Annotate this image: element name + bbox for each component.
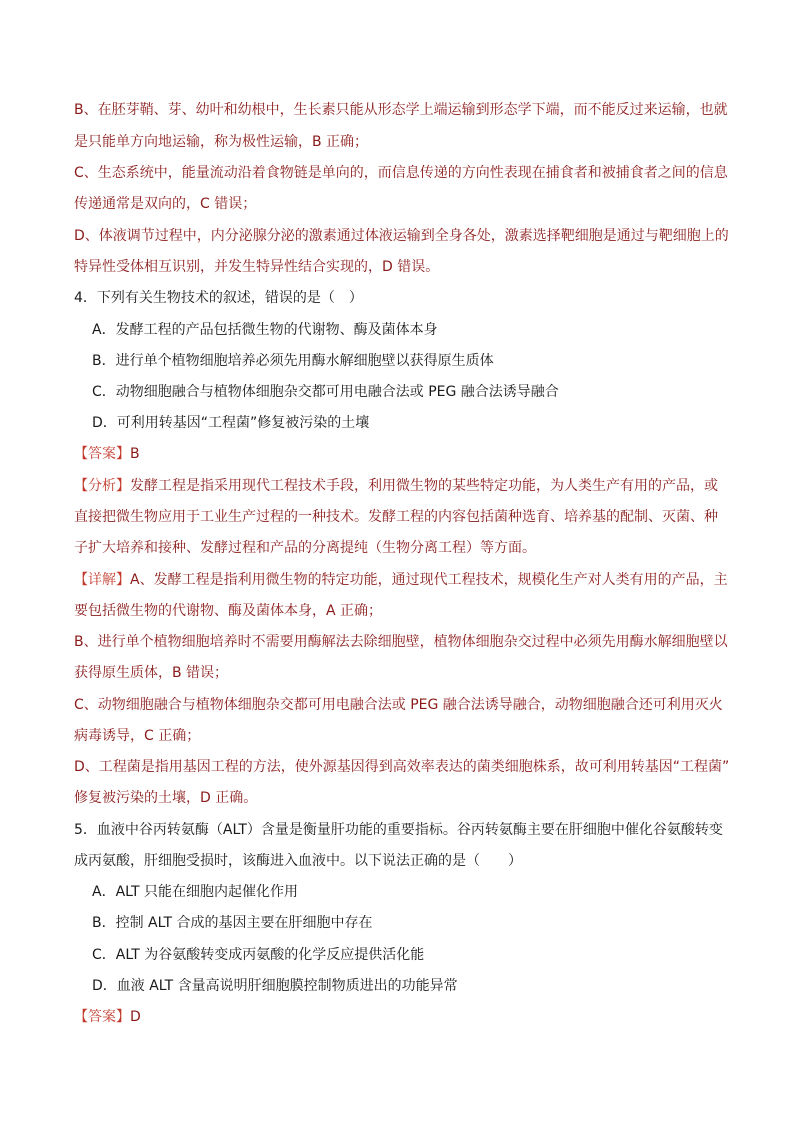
explanation-b-line2: 是只能单方向地运输，称为极性运输，B 正确；: [74, 134, 369, 150]
analysis-tag: 【分析】: [74, 478, 130, 494]
question-4-stem: 4．下列有关生物技术的叙述，错误的是（ ）: [74, 290, 363, 306]
question-5-option-a: A．ALT 只能在细胞内起催化作用: [92, 884, 299, 900]
answer-value: B: [130, 446, 140, 462]
answer-value: D: [130, 1009, 141, 1025]
question-4-answer: [74, 444, 140, 464]
question-4-analysis-line2: 直接把微生物应用于工业生产过程的一种技术。发酵工程的内容包括菌种选育、培养基的配制、灭菌、种: [74, 509, 718, 525]
detail-tag: 【详解】: [74, 572, 130, 588]
answer-tag: 【答案】: [74, 1009, 130, 1025]
question-4-option-a: A．发酵工程的产品包括微生物的代谢物、酶及菌体本身: [92, 322, 438, 338]
explanation-d-line1: D、体液调节过程中，内分泌腺分泌的激素通过体液运输到全身各处，激素选择靶细胞是通过与靶细胞上的: [74, 228, 729, 244]
question-4-detail-b-line1: B、进行单个植物细胞培养时不需要用酶解法去除细胞壁，植物体细胞杂交过程中必须先用酶水解细胞壁以: [74, 634, 728, 650]
question-5-option-b: B．控制 ALT 合成的基因主要在肝细胞中存在: [92, 915, 373, 931]
question-4-detail-a-line1: [74, 570, 728, 590]
question-5-answer: [74, 1007, 141, 1027]
explanation-c-line1: C、生态系统中，能量流动沿着食物链是单向的，而信息传递的方向性表现在捕食者和被捕食者之间的信息: [74, 165, 728, 181]
question-4-detail-c-line1: C、动物细胞融合与植物体细胞杂交都可用电融合法或 PEG 融合法诱导融合，动物细胞融合还可利用灭火: [74, 697, 723, 713]
question-4-detail-d-line1: D、工程菌是指用基因工程的方法，使外源基因得到高效率表达的菌类细胞株系，故可利用转基因“工程菌”: [74, 759, 730, 775]
answer-tag: 【答案】: [74, 446, 130, 462]
detail-text: A、发酵工程是指利用微生物的特定功能，通过现代工程技术，规模化生产对人类有用的产品，主: [130, 572, 728, 588]
question-5-option-d: D．血液 ALT 含量高说明肝细胞膜控制物质进出的功能异常: [92, 978, 458, 994]
analysis-text: 发酵工程是指采用现代工程技术手段，利用微生物的某些特定功能，为人类生产有用的产品，或: [130, 478, 718, 494]
question-4-option-b: B．进行单个植物细胞培养必须先用酶水解细胞壁以获得原生质体: [92, 353, 494, 369]
question-4-option-c: C．动物细胞融合与植物体细胞杂交都可用电融合法或 PEG 融合法诱导融合: [92, 384, 559, 400]
explanation-b-line1: B、在胚芽鞘、芽、幼叶和幼根中，生长素只能从形态学上端运输到形态学下端，而不能反过来运输，也就: [74, 102, 728, 118]
question-4-detail-c-line2: 病毒诱导，C 正确；: [74, 728, 201, 744]
question-5-stem-line2: 成丙氨酸，肝细胞受损时，该酶进入血液中。以下说法正确的是（ ）: [74, 853, 522, 869]
explanation-d-line2: 特异性受体相互识别，并发生特异性结合实现的，D 错误。: [74, 259, 440, 275]
question-4-detail-d-line2: 修复被污染的土壤，D 正确。: [74, 790, 258, 806]
explanation-c-line2: 传递通常是双向的，C 错误；: [74, 196, 257, 212]
question-4-analysis-line1: [74, 476, 718, 496]
question-4-analysis-line3: 子扩大培养和接种、发酵过程和产品的分离提纯（生物分离工程）等方面。: [74, 540, 536, 556]
question-4-detail-a-line2: 要包括微生物的代谢物、酶及菌体本身，A 正确；: [74, 603, 383, 619]
question-4-detail-b-line2: 获得原生质体，B 错误；: [74, 665, 229, 681]
question-4-option-d: D．可利用转基因“工程菌”修复被污染的土壤: [92, 415, 370, 431]
question-5-stem-line1: 5．血液中谷丙转氨酶（ALT）含量是衡量肝功能的重要指标。谷丙转氨酶主要在肝细胞中催化谷氨酸转变: [74, 822, 723, 838]
question-5-option-c: C．ALT 为谷氨酸转变成丙氨酸的化学反应提供活化能: [92, 947, 425, 963]
